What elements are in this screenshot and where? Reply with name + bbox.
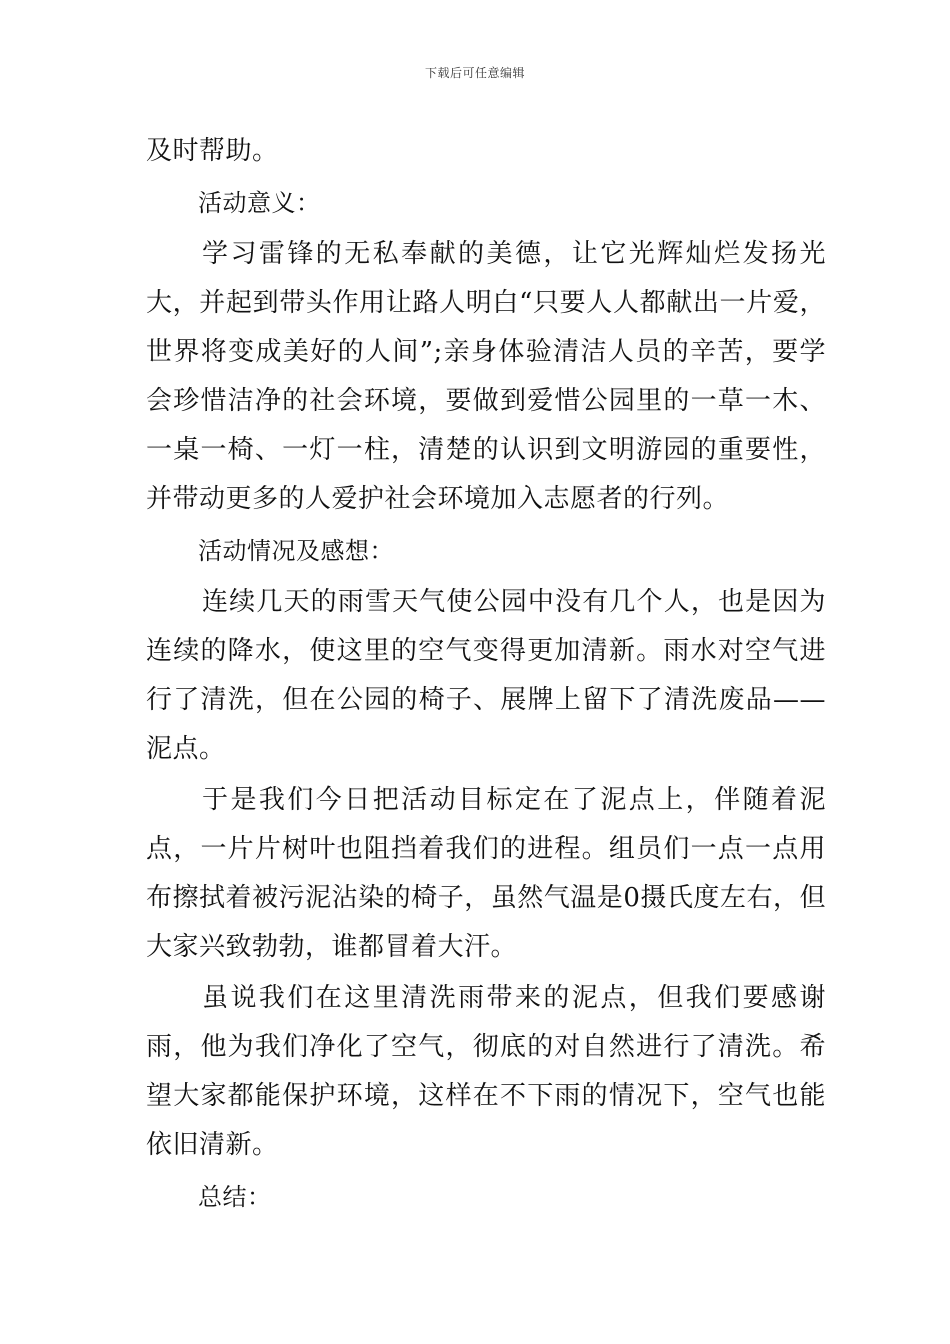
document-body — [146, 127, 826, 1222]
page-header: 下载后可任意编辑 — [424, 66, 525, 80]
paragraph-thanks-rain: 虽说我们在这里清洗雨带来的泥点，但我们要感谢雨，他为我们净化了空气，彻底的对自然进行了清洗。希望大家都能保护环境，这样在不下雨的情况下，空气也能依旧清新。 — [146, 983, 826, 1160]
heading-activity-situation: 活动情况及感想： — [198, 537, 394, 565]
paragraph-weather: 连续几天的雨雪天气使公园中没有几个人，也是因为连续的降水，使这里的空气变得更加清新。雨水对空气进行了清洗，但在公园的椅子、展牌上留下了清洗废品——泥点。 — [146, 587, 826, 764]
heading-activity-significance: 活动意义： — [198, 189, 321, 217]
paragraph-cleaning: 于是我们今日把活动目标定在了泥点上，伴随着泥点，一片片树叶也阻挡着我们的进程。组员们一点一点用布擦拭着被污泥沾染的椅子，虽然气温是0摄氏度左右，但大家兴致勃勃，谁都冒着大汗。 — [146, 785, 826, 962]
paragraph-continuation: 及时帮助。 — [146, 136, 279, 166]
heading-summary: 总结： — [198, 1183, 272, 1211]
paragraph-significance: 学习雷锋的无私奉献的美德，让它光辉灿烂发扬光大，并起到带头作用让路人明白“只要人人都献出一片爱，世界将变成美好的人间”;亲身体验清洁人员的辛苦，要学会珍惜洁净的社会环境，要做到爱惜公园里的一草一木、一桌一椅、一灯一柱，清楚的认识到文明游园的重要性，并带动更多的人爱护社会环境加入志愿者的行列。 — [146, 239, 826, 514]
